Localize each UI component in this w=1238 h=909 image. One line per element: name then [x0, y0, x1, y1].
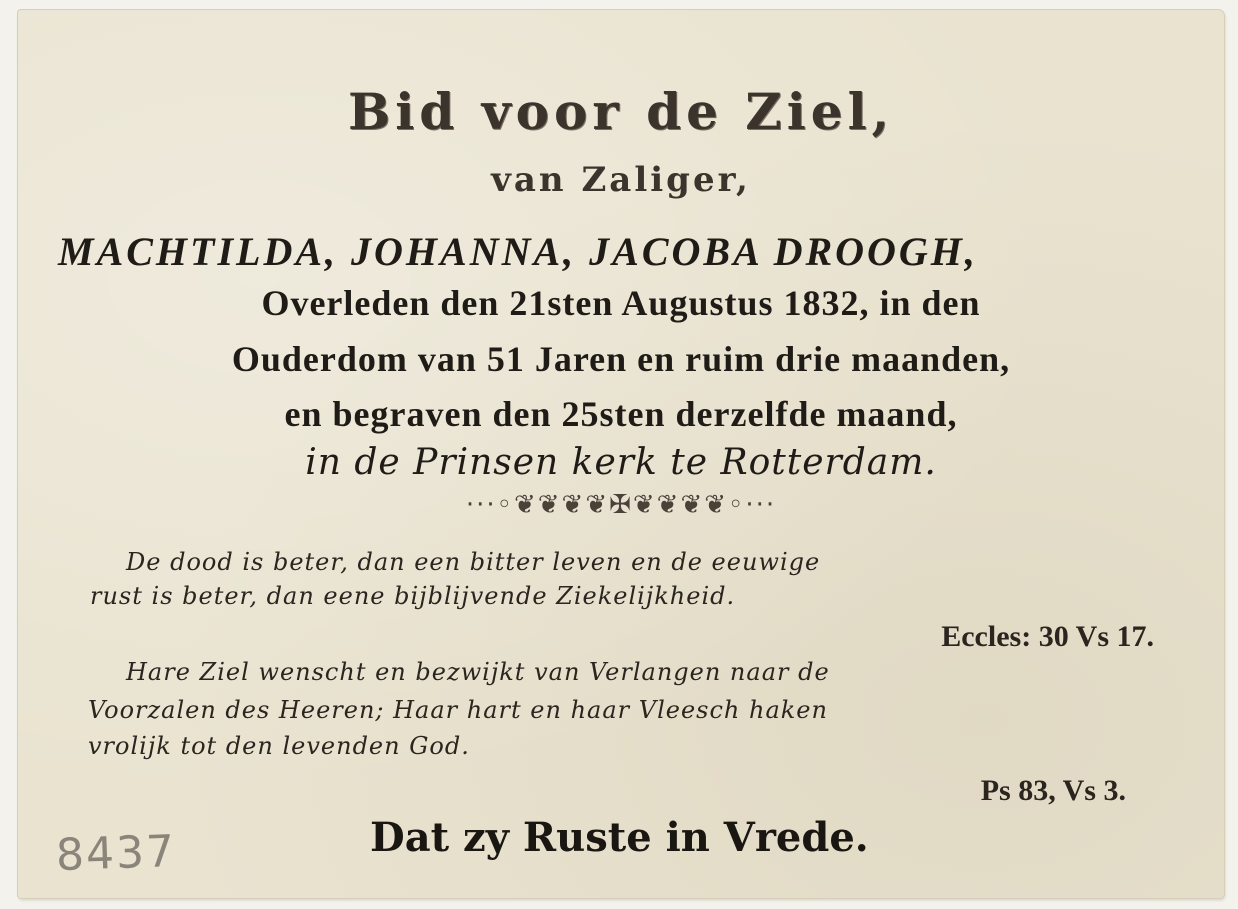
ornament-divider-icon: ···◦❦❦❦❦✠❦❦❦❦◦··· — [465, 490, 777, 520]
church-line: in de Prinsen kerk te Rotterdam. — [305, 442, 937, 483]
quote1-line2: rust is beter, dan eene bijblijvende Ziekelijkheid. — [90, 582, 736, 610]
deceased-name: MACHTILDA, JOHANNA, JACOBA DROOGH, — [58, 229, 978, 274]
quote2-line3: vrolijk tot den levenden God. — [88, 732, 470, 760]
death-date-line: Overleden den 21sten Augustus 1832, in den — [261, 283, 981, 323]
quote2-line1: Hare Ziel wenscht en bezwijkt van Verlangen naar de — [126, 658, 830, 686]
age-line: Ouderdom van 51 Jaren en ruim drie maanden, — [231, 339, 1011, 379]
quote1-reference: Eccles: 30 Vs 17. — [941, 620, 1154, 653]
quote1-line1: De dood is beter, dan een bitter leven en de eeuwige — [126, 548, 821, 576]
card-subtitle: van Zaliger, — [491, 160, 751, 200]
quote2-line2: Voorzalen des Heeren; Haar hart en haar Vleesch haken — [88, 696, 828, 724]
memorial-card — [18, 10, 1224, 898]
burial-line: en begraven den 25sten derzelfde maand, — [284, 394, 958, 434]
card-title: Bid voor de Ziel, — [347, 82, 894, 141]
quote2-reference: Ps 83, Vs 3. — [980, 774, 1126, 807]
pencil-inventory-number: 8437 — [55, 825, 177, 882]
closing-blessing: Dat zy Ruste in Vrede. — [370, 814, 869, 861]
